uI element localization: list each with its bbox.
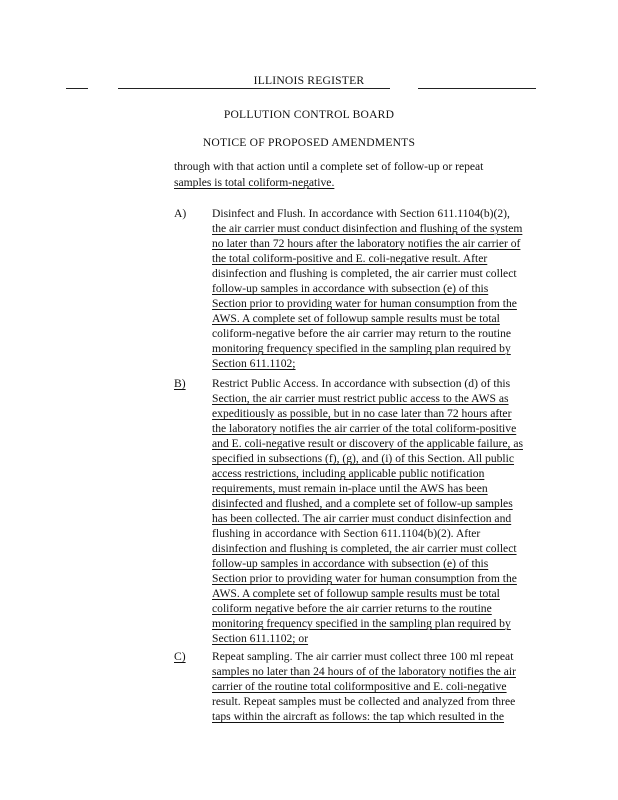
item-a-line: Section prior to providing water for human consumption from the bbox=[212, 297, 517, 310]
item-b-line: Section 611.1102; or bbox=[212, 632, 309, 645]
item-b-line: has been collected. The air carrier must conduct disinfection and bbox=[212, 512, 512, 525]
item-c-line: Repeat sampling. The air carrier must collect three 100 ml repeat bbox=[212, 650, 514, 663]
item-c-label: C) bbox=[174, 650, 186, 663]
item-b-line: coliform negative before the air carrier returns to the routine bbox=[212, 602, 492, 615]
item-b-line: disinfection and flushing is completed, the air carrier must collect bbox=[212, 542, 517, 555]
item-a-line: no later than 72 hours after the laboratory notifies the air carrier of bbox=[212, 237, 521, 250]
item-b-line: follow-up samples in accordance with subsection (e) of this bbox=[212, 557, 489, 570]
item-c-line: result. Repeat samples must be collected and analyzed from three bbox=[212, 695, 516, 708]
item-b-line: and E. coli-negative result or discovery of the applicable failure, as bbox=[212, 437, 523, 450]
header-rule-middle bbox=[118, 88, 390, 89]
item-b-line: access restrictions, including applicable public notification bbox=[212, 467, 485, 480]
item-a-label: A) bbox=[174, 207, 187, 220]
item-a-line: Disinfect and Flush. In accordance with Section 611.1104(b)(2), bbox=[212, 207, 510, 220]
item-c-line: taps within the aircraft as follows: the tap which resulted in the bbox=[212, 710, 505, 723]
intro-line-1: through with that action until a complete set of follow-up or repeat bbox=[174, 160, 484, 173]
item-a-line: disinfection and flushing is completed, the air carrier must collect bbox=[212, 267, 517, 280]
item-a-line: Section 611.1102; bbox=[212, 357, 296, 370]
item-b-line: flushing in accordance with Section 611.1104(b)(2). After bbox=[212, 527, 481, 540]
item-b-line: the laboratory notifies the air carrier of the total coliform-positive bbox=[212, 422, 517, 435]
item-b-line: disinfected and flushed, and a complete set of follow-up samples bbox=[212, 497, 513, 510]
item-b-line: Section prior to providing water for human consumption from the bbox=[212, 572, 517, 585]
item-b-line: requirements, must remain in-place until the AWS has been bbox=[212, 482, 488, 495]
register-title: ILLINOIS REGISTER bbox=[253, 74, 365, 87]
item-b-line: AWS. A complete set of followup sample results must be total bbox=[212, 587, 500, 600]
item-b-line: expeditiously as possible, but in no case later than 72 hours after bbox=[212, 407, 512, 420]
item-a-line: the air carrier must conduct disinfection and flushing of the system bbox=[212, 222, 523, 235]
item-c-line: carrier of the routine total coliformpositive and E. coli-negative bbox=[212, 680, 507, 693]
item-b-label: B) bbox=[174, 377, 186, 390]
notice-title: NOTICE OF PROPOSED AMENDMENTS bbox=[202, 136, 416, 149]
header-rule-left bbox=[66, 88, 88, 89]
header-rule-right bbox=[418, 88, 536, 89]
item-a-line: follow-up samples in accordance with subsection (e) of this bbox=[212, 282, 489, 295]
intro-line-2: samples is total coliform-negative. bbox=[174, 176, 335, 189]
board-title: POLLUTION CONTROL BOARD bbox=[223, 108, 395, 121]
item-a-line: AWS. A complete set of followup sample results must be total bbox=[212, 312, 500, 325]
item-a-line: monitoring frequency specified in the sampling plan required by bbox=[212, 342, 511, 355]
item-a-line: the total coliform-positive and E. coli-negative result. After bbox=[212, 252, 488, 265]
item-b-line: specified in subsections (f), (g), and (i) of this Section. All public bbox=[212, 452, 515, 465]
item-a-line: coliform-negative before the air carrier may return to the routine bbox=[212, 327, 512, 340]
item-b-line: Section, the air carrier must restrict public access to the AWS as bbox=[212, 392, 509, 405]
item-b-line: monitoring frequency specified in the sampling plan required by bbox=[212, 617, 511, 630]
item-b-line: Restrict Public Access. In accordance with subsection (d) of this bbox=[212, 377, 511, 390]
item-c-line: samples no later than 24 hours of of the laboratory notifies the air bbox=[212, 665, 516, 678]
